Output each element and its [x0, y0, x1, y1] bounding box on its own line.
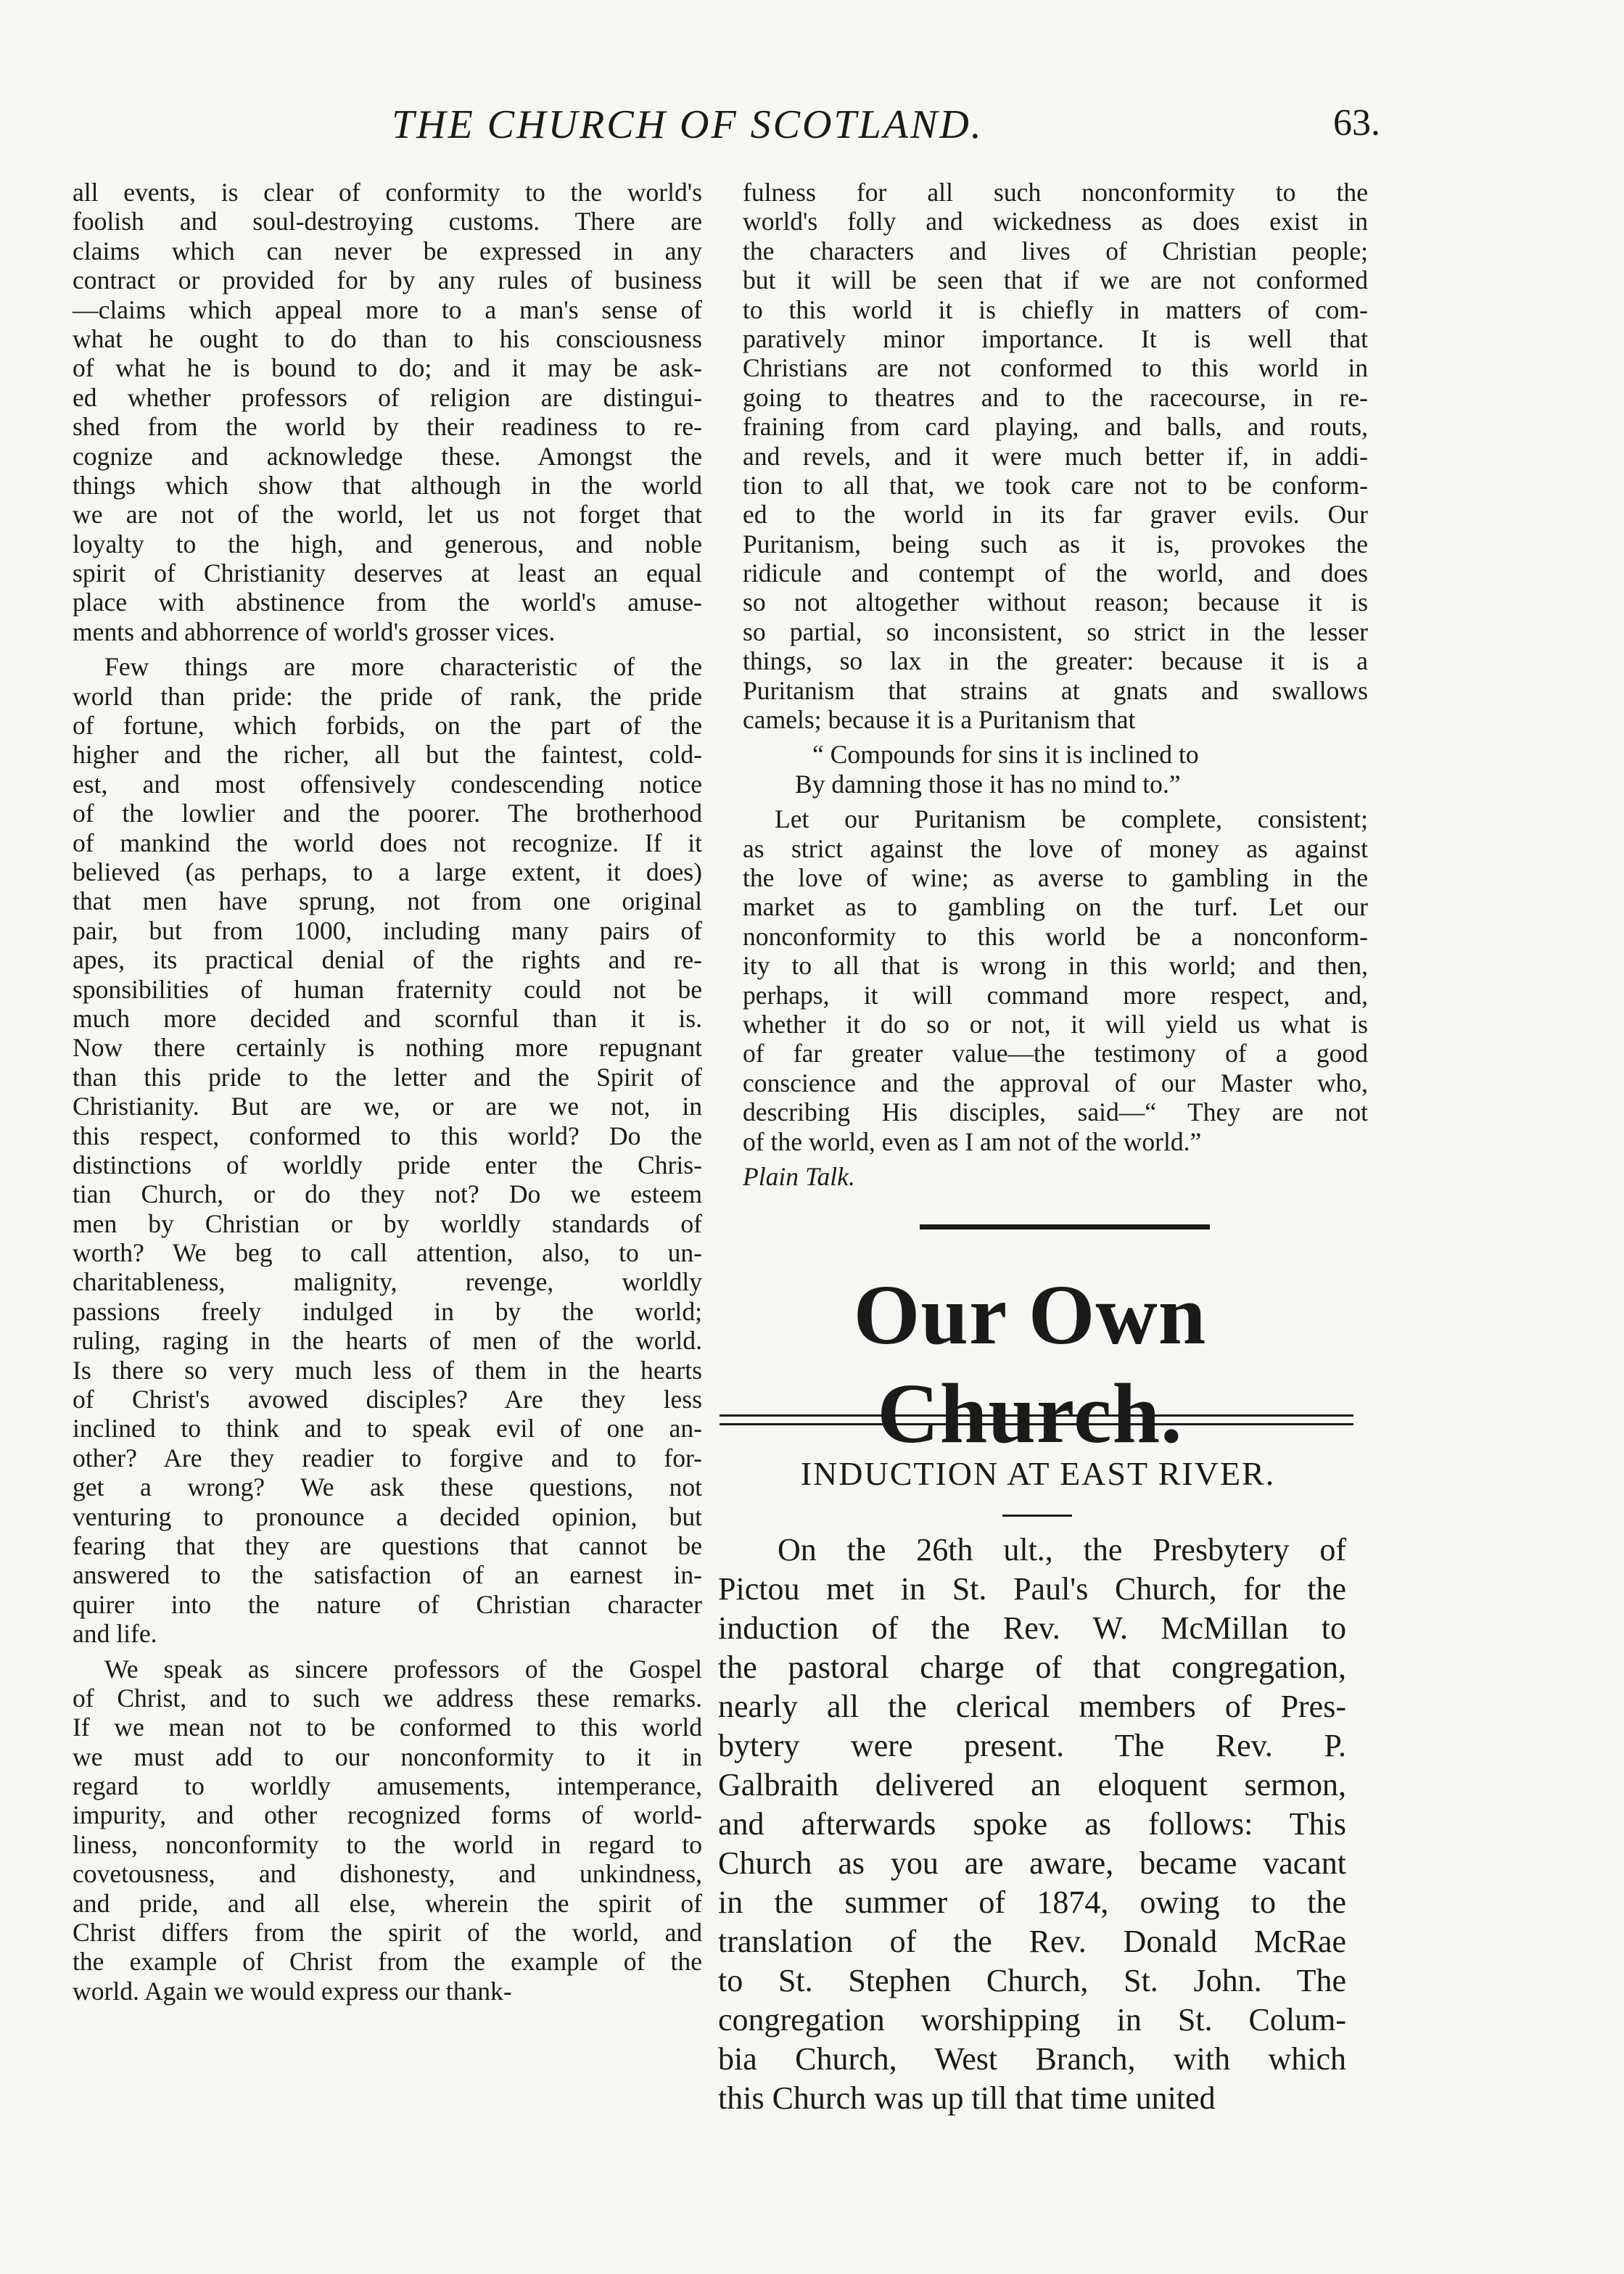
text-line: so not altogether without reason; because it is [743, 588, 1368, 617]
text-line: fraining from card playing, and balls, and routs, [743, 412, 1368, 442]
text-line: of fortune, which forbids, on the part of the [73, 711, 702, 741]
text-line: nonconformity to this world be a nonconform- [743, 921, 1368, 951]
text-line: get a wrong? We ask these questions, not [73, 1472, 702, 1502]
text-line: and revels, and it were much better if, in addi- [743, 441, 1368, 471]
text-line: passions freely indulged in by the world; [73, 1296, 702, 1326]
text-line: conscience and the approval of our Master who, [743, 1068, 1368, 1097]
text-line: ed to the world in its far graver evils. Our [743, 500, 1368, 530]
text-line: inclined to think and to speak evil of one an- [73, 1414, 702, 1443]
text-line: loyalty to the high, and generous, and noble [73, 529, 702, 559]
text-line: this respect, conformed to this world? Do the [73, 1121, 702, 1150]
text-line: ments and abhorrence of world's grosser vices. [73, 617, 556, 646]
text-line: impurity, and other recognized forms of world- [73, 1800, 702, 1830]
text-line: quirer into the nature of Christian character [73, 1589, 702, 1619]
text-line: whether it do so or not, it will yield us what is [743, 1009, 1368, 1039]
short-rule [1002, 1515, 1072, 1517]
heavy-rule [920, 1224, 1210, 1229]
text-line: Christianity. But are we, or are we not, in [73, 1092, 702, 1121]
rule-bottom [720, 1423, 1353, 1425]
text-line: world than pride: the pride of rank, the pride [73, 681, 702, 711]
text-line: world's folly and wickedness as does exist in [743, 207, 1368, 236]
text-line: so partial, so inconsistent, so strict in the lesser [743, 617, 1368, 646]
article-title: INDUCTION AT EAST RIVER. [800, 1455, 1276, 1492]
text-line: of mankind the world does not recognize. If it [73, 828, 702, 857]
text-line: venturing to pronounce a decided opinion, but [73, 1501, 702, 1531]
text-line: we are not of the world, let us not forget that [73, 500, 702, 530]
verse-line-1: “ Compounds for sins it is inclined to [812, 740, 1199, 770]
text-line: of Christ's avowed disciples? Are they less [73, 1385, 702, 1414]
text-line: believed (as perhaps, to a large extent, it does) [73, 857, 702, 886]
page-number: 63. [1333, 102, 1380, 144]
text-line: bia Church, West Branch, with which [718, 2041, 1346, 2077]
text-line: to St. Stephen Church, St. John. The [718, 1963, 1346, 1998]
text-line: of the world, even as I am not of the world.” [743, 1126, 1202, 1156]
text-line: distinctions of worldly pride enter the Chris- [73, 1150, 702, 1179]
text-line: going to theatres and to the racecourse, in re- [743, 382, 1368, 412]
text-line: but it will be seen that if we are not conformed [743, 265, 1368, 295]
text-line: We speak as sincere professors of the Gospel [104, 1654, 702, 1684]
text-line: ruling, raging in the hearts of men of the world. [73, 1326, 702, 1356]
text-line: induction of the Rev. W. McMillan to [718, 1610, 1346, 1646]
text-line: other? Are they readier to forgive and to for- [73, 1443, 702, 1472]
text-line: Pictou met in St. Paul's Church, for the [718, 1571, 1346, 1607]
text-line: Christians are not conformed to this world in [743, 353, 1368, 383]
text-line: than this pride to the letter and the Spirit of [73, 1062, 702, 1092]
text-line: market as to gambling on the turf. Let our [743, 892, 1368, 922]
text-line: this Church was up till that time united [718, 2080, 1216, 2116]
text-line: congregation worshipping in St. Colum- [718, 2002, 1346, 2038]
text-line: covetousness, and dishonesty, and unkindness, [73, 1859, 702, 1889]
text-line: things, so lax in the greater: because it is a [743, 646, 1368, 676]
text-line: we must add to our nonconformity to it in [73, 1742, 702, 1771]
text-line: what he ought to do than to his consciousness [73, 324, 702, 353]
left-column [73, 178, 702, 2011]
running-title: THE CHURCH OF SCOTLAND. [392, 102, 984, 147]
text-line: sponsibilities of human fraternity could not be [73, 974, 702, 1004]
text-line: tian Church, or do they not? Do we esteem [73, 1179, 702, 1209]
text-line: Galbraith delivered an eloquent sermon, [718, 1767, 1346, 1803]
text-line: fearing that they are questions that cannot be [73, 1531, 702, 1560]
text-line: as strict against the love of money as against [743, 833, 1368, 863]
text-line: and pride, and all else, wherein the spirit of [73, 1888, 702, 1918]
text-line: ity to all that is wrong in this world; and then, [743, 951, 1368, 981]
text-line: On the 26th ult., the Presbytery of [778, 1532, 1346, 1568]
text-line: in the summer of 1874, owing to the [718, 1884, 1346, 1920]
text-line: charitableness, malignity, revenge, worldly [73, 1267, 702, 1297]
text-line: If we mean not to be conformed to this world [73, 1713, 702, 1742]
text-line: cognize and acknowledge these. Amongst the [73, 441, 702, 471]
text-line: to this world it is chiefly in matters of com- [743, 294, 1368, 324]
text-line: all events, is clear of conformity to the world's [73, 178, 702, 207]
text-line: pair, but from 1000, including many pairs of [73, 915, 702, 945]
text-line: of Christ, and to such we address these remarks. [73, 1683, 702, 1713]
text-line: Few things are more characteristic of the [104, 652, 702, 682]
text-line: tion to all that, we took care not to be conform- [743, 470, 1368, 500]
text-line: ridicule and contempt of the world, and does [743, 559, 1368, 588]
text-line: and life. [73, 1619, 157, 1649]
text-line: and afterwards spoke as follows: This [718, 1806, 1346, 1842]
left-paragraph-3 [73, 1655, 702, 2006]
text-line: of the lowlier and the poorer. The brotherhood [73, 799, 702, 828]
text-line: men by Christian or by worldly standards of [73, 1208, 702, 1238]
signature: Plain Talk. [743, 1161, 855, 1191]
text-line: liness, nonconformity to the world in regard to [73, 1829, 702, 1859]
text-line: camels; because it is a Puritanism that [743, 705, 1136, 735]
text-line: place with abstinence from the world's amuse- [73, 588, 702, 617]
left-paragraph-2 [73, 652, 702, 1648]
text-line: perhaps, it will command more respect, and, [743, 980, 1368, 1010]
rule-top [720, 1414, 1353, 1417]
text-line: worth? We beg to call attention, also, to un- [73, 1238, 702, 1268]
text-line: apes, its practical denial of the rights and re- [73, 945, 702, 975]
text-line: nearly all the clerical members of Pres- [718, 1689, 1346, 1724]
left-paragraph-1 [73, 178, 702, 646]
text-line: regard to worldly amusements, intemperance, [73, 1771, 702, 1801]
text-line: claims which can never be expressed in any [73, 236, 702, 265]
text-line: the characters and lives of Christian people; [743, 236, 1368, 265]
right-paragraph-2 [743, 804, 1368, 1156]
text-line: world. Again we would express our thank- [73, 1976, 512, 2006]
text-line: spirit of Christianity deserves at least an equal [73, 559, 702, 588]
text-line: the pastoral charge of that congregation, [718, 1649, 1346, 1685]
text-line: things which show that although in the world [73, 470, 702, 500]
text-line: Puritanism, being such as it is, provokes the [743, 529, 1368, 559]
text-line: of what he is bound to do; and it may be ask- [73, 353, 702, 383]
text-line: the example of Christ from the example of the [73, 1947, 702, 1977]
text-line: bytery were present. The Rev. P. [718, 1728, 1346, 1763]
text-line: translation of the Rev. Donald McRae [718, 1924, 1346, 1959]
right-paragraph-1 [743, 178, 1368, 734]
text-line: Is there so very much less of them in the hearts [73, 1355, 702, 1385]
text-line: higher and the richer, all but the faintest, cold- [73, 740, 702, 770]
text-line: contract or provided for by any rules of business [73, 265, 702, 295]
verse-line-2: By damning those it has no mind to.” [795, 769, 1181, 799]
text-line: est, and most offensively condescending notice [73, 769, 702, 799]
text-line: Let our Puritanism be complete, consistent; [775, 804, 1368, 834]
article-body [718, 1531, 1346, 2118]
right-column [743, 178, 1368, 1191]
text-line: the love of wine; as averse to gambling in the [743, 862, 1368, 892]
text-line: of far greater value—the testimony of a good [743, 1039, 1368, 1068]
verse-quote [743, 740, 1368, 799]
text-line: paratively minor importance. It is well that [743, 324, 1368, 353]
text-line: that men have sprung, not from one original [73, 886, 702, 916]
text-line: —claims which appeal more to a man's sense of [73, 294, 702, 324]
text-line: Puritanism that strains at gnats and swallows [743, 675, 1368, 705]
text-line: foolish and soul-destroying customs. There are [73, 207, 702, 236]
page-header [0, 102, 1624, 160]
text-line: answered to the satisfaction of an earnest in- [73, 1560, 702, 1590]
text-line: describing His disciples, said—“ They are not [743, 1097, 1368, 1127]
text-line: Church as you are aware, became vacant [718, 1845, 1346, 1881]
section-masthead: Our Own Church. [853, 1267, 1207, 1461]
text-line: much more decided and scornful than it is. [73, 1003, 702, 1033]
text-line: Christ differs from the spirit of the world, and [73, 1918, 702, 1948]
text-line: ed whether professors of religion are distingui- [73, 382, 702, 412]
text-line: fulness for all such nonconformity to the [743, 178, 1368, 207]
text-line: shed from the world by their readiness to re- [73, 412, 702, 442]
text-line: Now there certainly is nothing more repugnant [73, 1033, 702, 1063]
